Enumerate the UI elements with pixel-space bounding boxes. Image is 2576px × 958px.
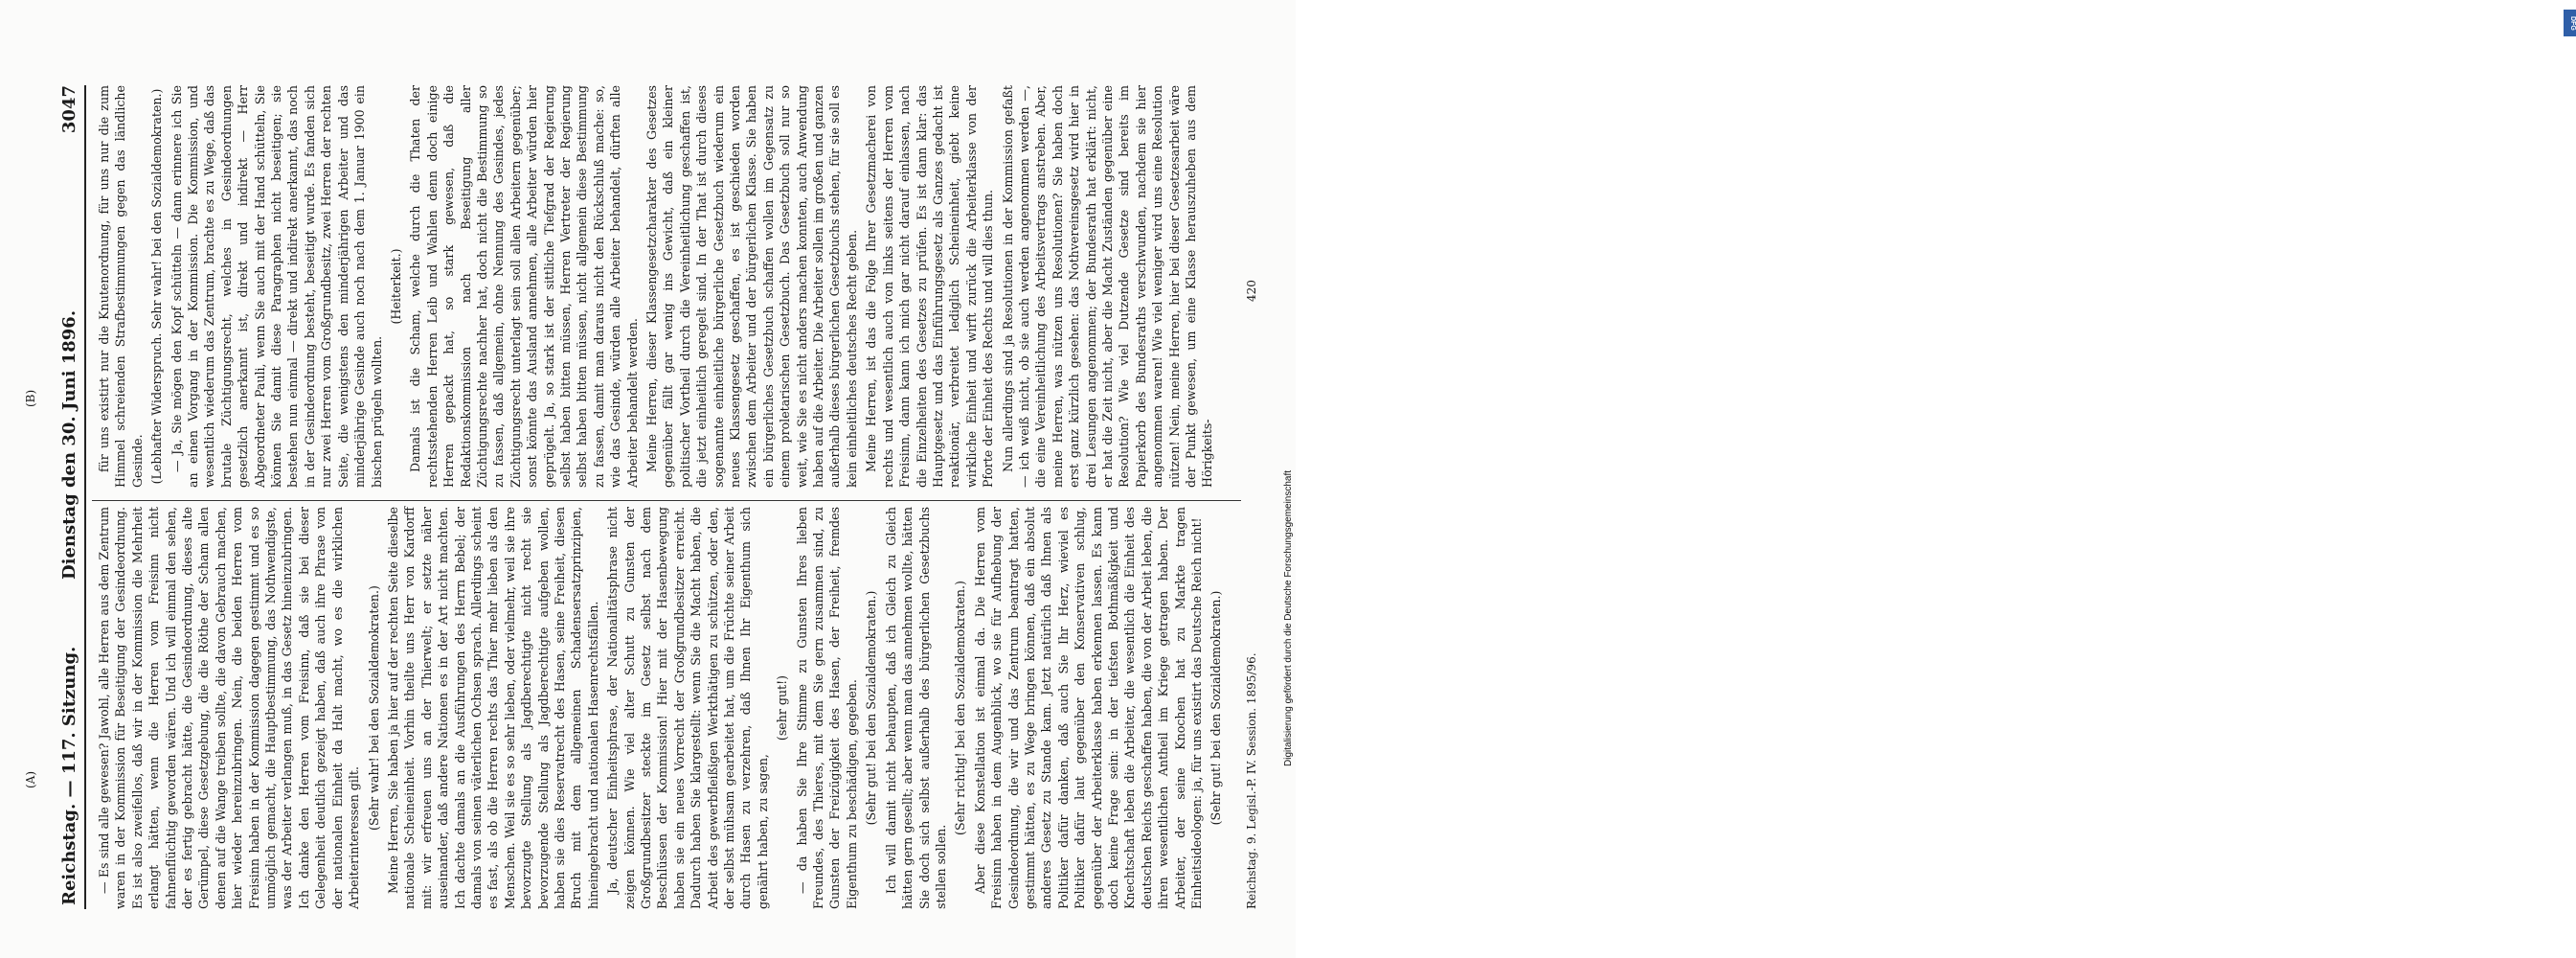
dfg-logo: DFG: [2564, 10, 2576, 36]
interjection: (Sehr gut! bei den Sozialdemokraten.): [1209, 590, 1224, 826]
footer-page-number: 420: [1245, 280, 1258, 302]
column-divider: [92, 500, 1241, 501]
header-center: Dienstag den 30. Juni 1896.: [59, 309, 79, 580]
interjection: (sehr gut!): [775, 674, 790, 741]
header-left: Reichstag. — 117. Sitzung.: [59, 646, 79, 905]
header-page-number: 3047: [59, 85, 79, 134]
interjection: (Sehr richtig! bei den Sozialdemokraten.): [953, 581, 968, 835]
header-rule: [84, 85, 86, 909]
paragraph: — da haben Sie Ihre Stimme zu Gunsten Ihres lieben Freundes, des Thieres, mit dem Sie gern zusammen sind, zu Gunsten der Freizügigkeit des Hasen, der Freiheit, fremdes Eigenthum zu beschädigen, gegeben.: [794, 507, 859, 909]
interjection: (Heiterkeit.): [388, 248, 403, 325]
paragraph: für uns existirt nur die Knutenordnung, für uns nur die zum Himmel schreienden Strafbestimmungen gegen das ländliche Gesinde.: [97, 85, 145, 488]
paragraph: Ich will damit nicht behaupten, daß ich Gleich zu Gleich hätten gern gesellt; aber wenn man das annehmen wollte, hätten Sie doch sich selbst außerhalb des bürgerlichen Gesetzbuchs stellen sollen.: [883, 507, 948, 909]
paragraph: Meine Herren, Sie haben ja hier auf der rechten Seite dieselbe nationale Scheineinheit. Vorhin theilte uns Herr von Kardorff mit: wir erfreuen uns an der Thierwelt; er setzte näher auseinander, daß andere Nationen es in der Art nicht machten. Ich dachte damals an die Ausführungen des Herrn Bebel; der damals von seinen väterlichen Ochsen sprach. Allerdings scheint es fast, als ob die Herren rechts das Thier mehr lieben als den Menschen. Weil sie es so sehr lieben, oder vielmehr, weil sie ihre bevorzugte Stellung als Jagdberechtigte nicht recht sie bevorzugende Stellung als Jagdberechtigte aufgeben wollen, haben sie dies Reservatrecht des Hasen, seine Freiheit, diesen Bruch mit dem allgemeinen Schadensersatzprinzipien, hineingebracht und nationalen Hasenrechtsfällen.: [385, 507, 600, 909]
paragraph: Nun allerdings sind ja Resolutionen in der Kommission gefaßt — ich weiß nicht, ob sie auch werden angenommen werden —, die eine Vereinheitlichung des Arbeitsvertrags anstreben. Aber, meine Herren, was nützen uns Resolutionen? Sie haben doch erst ganz kürzlich gesehen: das Nothvereinsgesetz wird hier in drei Lesungen angenommen; der Bundesrath hat erklärt: nicht, er hat die Zeit nicht, aber die Macht Zuständen gegenüber eine Resolution? Wie viel Dutzende Gesetze sind bereits im Papierkorb des Bundesraths verschwunden, nachdem sie hier angenommen waren! Wie viel weniger wird uns eine Resolution nützen! Nein, meine Herren, hier bei dieser Gesetzesarbeit wäre der Punkt gewesen, um eine Klasse herauszuheben aus dem Hörigkeits-: [1000, 85, 1215, 488]
paragraph: Aber diese Konstellation ist einmal da. Die Herren vom Freisinn haben in dem Augenblick, wo sie für Aufhebung der Gesindeordnung, die wir und das Zentrum beantragt hatten, gestimmt hätten, es zu Wege bringen können, daß ein absolut anderes Gesetz zu Stande kam. Jetzt natürlich daß Ihnen als Politiker dafür danken, daß auch Sie Ihr Herz, wieviel es Politiker dafür laut gegenüber den Konservativen schlug, gegenüber der Arbeiterklasse haben erkennen lassen. Es kann doch keine Frage sein: in der tiefsten Bothmäßigkeit und Knechtschaft leben die Arbeiter, die wesentlich die Einheit des deutschen Reichs geschaffen haben, die von der Arbeit leben, die ihren wesentlichen Antheil im Kriege getragen haben. Der Arbeiter, der seine Knochen hat zu Markte tragen Einheitsideologen: ja, für uns existirt das Deutsche Reich nicht!: [972, 507, 1204, 909]
dfg-sidebar: [1281, 0, 2576, 958]
digitization-credit: Digitalisierung gefördert durch die Deutsche Forschungsgemeinschaft: [1283, 469, 1294, 766]
paragraph: Ja, deutscher Einheitsphrase, der Nationalitätsphrase nicht zeigen können. Wie viel alter Schutt zu Gunsten der Großgrundbesitzer steckte im Gesetz selbst nach dem Beschlüssen der Kommission! Hier mit der Hasenbewegung haben sie ein neues Vorrecht der Großgrundbesitzer erreicht. Dadurch haben Sie klargestellt: wenn Sie die Macht haben, die Arbeit des gewerbfleißigen Werkthätigen zu schützen, oder den, der selbst mühsam gearbeitet hat, um die Früchte seiner Arbeit durch Hasen zu verzehren, daß Ihnen Ihr Eigenthum sich genährt haben, zu sagen,: [605, 507, 770, 909]
footer-session: Reichstag. 9. Legisl.-P. IV. Session. 1895/96.: [1245, 652, 1258, 909]
paragraph: Meine Herren, ist das die Folge Ihrer Gesetzmacherei von rechts und wesentlich auch von links seitens der Herren vom Freisinn, dann kann ich mich gar nicht darauf einlassen, nach die Einzelheiten des Gesetzes zu prüfen. Es ist dann klar: das Hauptgesetz und das Einführungsgesetz als Ganzes gedacht ist reaktionär, verbreitet lediglich Scheineinheit, giebt keine wirkliche Einheit und wirft zurück die Arbeiterklasse von der Pforte der Einheit des Rechts und will dies thun.: [864, 85, 996, 488]
interjection: (Sehr wahr! bei den Sozialdemokraten.): [366, 585, 381, 831]
paragraph: — Es sind alle gewesen? Jawohl, alle Herren aus dem Zentrum waren in der Kommission für Beseitigung der Gesindeordnung. Es ist also zweifellos, daß wir in der Kommission die Mehrheit erlangt hätten, wenn die Herren vom Freisinn nicht fahnenflüchtig geworden wären. Und ich will einmal den sehen, der es fertig gebracht hätte, die Gesindeordnung, dieses alte Gerümpel, diese Gesetzgebung, die die Röthe der Scham allen denen auf die Wange treiben sollte, die davon Gebrauch machen, hier wieder hereinzubringen. Nein, die beiden Herren vom Freisinn haben in der Kommission dagegen gestimmt und es so unmöglich gemacht, die Hauptbestimmung, das Nothwendigste, was der Arbeiter verlangen muß, in das Gesetz hineinzubringen. Ich danke den Herren vom Freisinn, daß sie bei dieser Gelegenheit deutlich gezeigt haben, daß auch ihre Phrase von der nationalen Einheit da Halt macht, wo es die wirklichen Arbeiterinteressen gilt.: [97, 507, 362, 909]
paragraph: Damals ist die Scham, welche durch die Thaten der rechtsstehenden Herren Leib und Wahlen denn doch einige Herren gepackt hat, so stark gewesen, daß die Redaktionskommission nach Beseitigung aller Züchtigungsrechte nachher hat, doch nicht die Bestimmung so zu fassen, daß allgemein, ohne Nennung des Gesindes, jedes Züchtigungsrecht unterlagt sein soll allen Arbeitern gegenüber; sonst könnte das Ausland annehmen, alle Arbeiter würden hier geprügelt. Ja, so stark ist der sittliche Tiefgrad der Regierung selbst haben bitten müssen, Herren Vertreter der Regierung selbst haben bitten müssen, nicht allgemein diese Bestimmung zu fassen, damit man daraus nicht den Rückschluß mache: so, wie das Gesinde, würden alle Arbeiter behandelt, dürften alle Arbeiter behandelt werden.: [408, 85, 640, 488]
paragraph: — Ja, Sie mögen den Kopf schütteln — dann erinnere ich Sie an einen Vorgang in der Kommission. Die Kommission, und wesentlich wiederum das Zentrum, brachte es zu Wege, daß das brutale Züchtigungsrecht, welches in Gesindeordnungen gesetzlich anerkannt ist, direkt und indirekt — Herr Abgeordneter Pauli, wenn Sie auch mit der Hand schütteln, Sie können Sie damit diese Paragraphen nicht beseitigen; sie bestehen nun einmal — direkt und indirekt anerkannt, das noch in der Gesindeordnung besteht, beseitigt wurde. Es fanden sich nur zwei Herren vom Großgrundbesitz, zwei Herren der rechten Seite, die wenigstens den minderjährigen Arbeiter und das minderjährige Gesinde auch noch nach dem 1. Januar 1900 ein bischen prügeln wollten.: [169, 85, 384, 488]
interjection: (Sehr gut! bei den Sozialdemokraten.): [864, 590, 879, 826]
paragraph: Meine Herren, dieser Klassengesetzcharakter des Gesetzes gegenüber fällt gar wenig ins Gewicht, daß ein kleiner politischer Vortheil durch die Vereinheitlichung geschaffen ist, die jetzt einheitlich geregelt sind. In der That ist durch dieses sogenannte einheitliche bürgerliche Gesetzbuch wiederum ein neues Klassengesetz geschaffen, es ist geschieden worden zwischen dem Arbeiter und der bürgerlichen Klasse. Sie haben ein bürgerliches Gesetzbuch schaffen wollen im Gegensatz zu einem proletarischen Gesetzbuch. Das Gesetzbuch soll nur so weit, wie Sie es nicht anders machen konnten, auch Anwendung haben auf die Arbeiter. Die Arbeiter sollen im großen und ganzen außerhalb dieses bürgerlichen Gesetzbuchs stehen, für sie soll es kein einheitliches deutsches Recht geben.: [644, 84, 859, 488]
left-column: [96, 507, 1240, 909]
section-mark-b: (B): [24, 389, 37, 407]
interjection: (Lebhafter Widerspruch. Sehr wahr! bei den Sozialdemokraten.): [149, 88, 165, 485]
right-column: [96, 85, 1240, 488]
section-mark-a: (A): [24, 770, 37, 788]
rotated-page-content: [24, 72, 1259, 915]
running-header: [57, 72, 82, 915]
